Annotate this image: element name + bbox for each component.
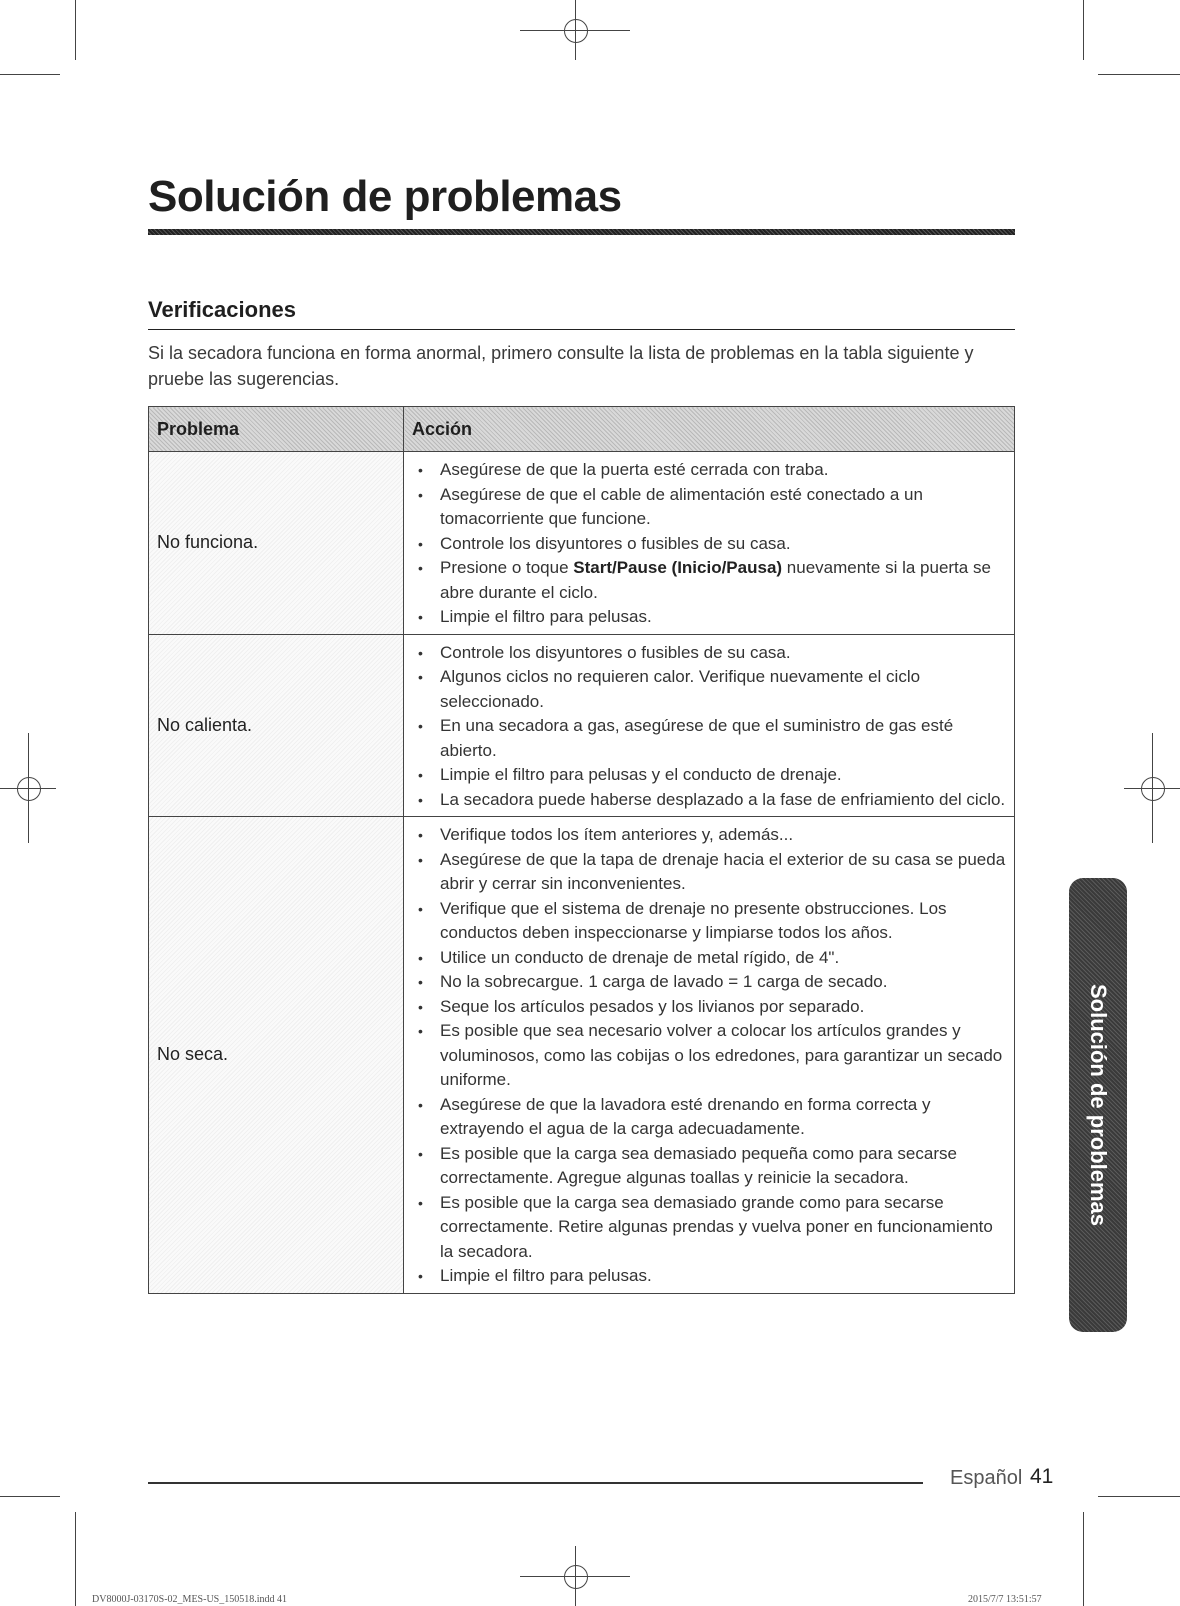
action-cell — [404, 634, 1015, 817]
list-item: • Limpie el filtro para pelusas. — [412, 605, 1008, 630]
action-cell — [404, 452, 1015, 635]
header-action: Acción — [404, 407, 1015, 452]
registration-mark-bottom — [520, 1546, 630, 1606]
list-item: • Verifique todos los ítem anteriores y, además... — [412, 823, 1008, 848]
crop-mark — [0, 1496, 60, 1497]
action-list — [412, 458, 1008, 630]
list-item: • Limpie el filtro para pelusas. — [412, 1264, 1008, 1289]
footer-language: Español — [950, 1467, 1023, 1489]
registration-mark-right — [1124, 733, 1180, 843]
troubleshooting-table — [148, 406, 1015, 1294]
crop-mark — [0, 74, 60, 75]
start-pause-button-label: Start/Pause (Inicio/Pausa) — [573, 558, 783, 577]
table-row — [149, 634, 1015, 817]
list-item: • Asegúrese de que el cable de alimentación esté conectado a un tomacorriente que funcione. — [412, 483, 1008, 532]
list-item: • La secadora puede haberse desplazado a la fase de enfriamiento del ciclo. — [412, 788, 1008, 813]
list-item: • Es posible que sea necesario volver a colocar los artículos grandes y voluminosos, como las cobijas o los edredones, para garantizar un secado uniforme. — [412, 1019, 1008, 1093]
table-row — [149, 452, 1015, 635]
list-item: • Es posible que la carga sea demasiado grande como para secarse correctamente. Retire algunas prendas y vuelva poner en funcionamiento la secadora. — [412, 1191, 1008, 1265]
list-item: • No la sobrecargue. 1 carga de lavado = 1 carga de secado. — [412, 970, 1008, 995]
header-problem: Problema — [149, 407, 404, 452]
section-rule — [148, 329, 1015, 330]
action-list — [412, 823, 1008, 1289]
list-item-text: nuevamente si la puerta se abre durante el ciclo. — [440, 558, 991, 602]
action-list — [412, 641, 1008, 813]
crop-mark — [75, 1512, 76, 1606]
list-item — [412, 556, 1008, 605]
crop-mark — [1098, 74, 1180, 75]
list-item: • Es posible que la carga sea demasiado pequeña como para secarse correctamente. Agregue algunas toallas y reinicie la secadora. — [412, 1142, 1008, 1191]
crop-mark — [1098, 1496, 1180, 1497]
list-item: • Seque los artículos pesados y los livianos por separado. — [412, 995, 1008, 1020]
registration-mark-left — [0, 733, 56, 843]
crop-mark — [75, 0, 76, 60]
page-title: Solución de problemas — [148, 172, 622, 221]
chapter-side-tab-label: Solución de problemas — [1086, 983, 1111, 1227]
list-item: • Controle los disyuntores o fusibles de su casa. — [412, 532, 1008, 557]
crop-mark — [1083, 0, 1084, 60]
title-rule — [148, 229, 1015, 235]
print-slug-timestamp: 2015/7/7 13:51:57 — [968, 1594, 1042, 1605]
problem-cell: No seca. — [149, 817, 404, 1294]
crop-mark — [1083, 1512, 1084, 1606]
registration-mark-top — [520, 0, 630, 60]
list-item: • Asegúrese de que la lavadora esté drenando en forma correcta y extrayendo el agua de la carga adecuadamente. — [412, 1093, 1008, 1142]
page-number: 41 — [1030, 1465, 1054, 1488]
list-item: • Limpie el filtro para pelusas y el conducto de drenaje. — [412, 763, 1008, 788]
list-item: • Verifique que el sistema de drenaje no presente obstrucciones. Los conductos deben inspeccionarse y limpiarse todos los años. — [412, 897, 1008, 946]
intro-paragraph: Si la secadora funciona en forma anormal, primero consulte la lista de problemas en la tabla siguiente y pruebe las sugerencias. — [148, 343, 974, 389]
table-header-row — [149, 407, 1015, 452]
table-row — [149, 817, 1015, 1294]
problem-cell: No calienta. — [149, 634, 404, 817]
print-slug-file: DV8000J-03170S-02_MES-US_150518.indd 41 — [92, 1594, 288, 1605]
list-item-text: Presione o toque — [440, 558, 574, 577]
action-cell — [404, 817, 1015, 1294]
list-item: • Controle los disyuntores o fusibles de su casa. — [412, 641, 1008, 666]
list-item: • En una secadora a gas, asegúrese de que el suministro de gas esté abierto. — [412, 714, 1008, 763]
section-heading: Verificaciones — [148, 297, 296, 322]
problem-cell: No funciona. — [149, 452, 404, 635]
footer-rule — [148, 1482, 923, 1484]
list-item: • Asegúrese de que la puerta esté cerrada con traba. — [412, 458, 1008, 483]
list-item: • Utilice un conducto de drenaje de metal rígido, de 4". — [412, 946, 1008, 971]
list-item: • Asegúrese de que la tapa de drenaje hacia el exterior de su casa se pueda abrir y cerrar sin inconvenientes. — [412, 848, 1008, 897]
list-item: • Algunos ciclos no requieren calor. Verifique nuevamente el ciclo seleccionado. — [412, 665, 1008, 714]
